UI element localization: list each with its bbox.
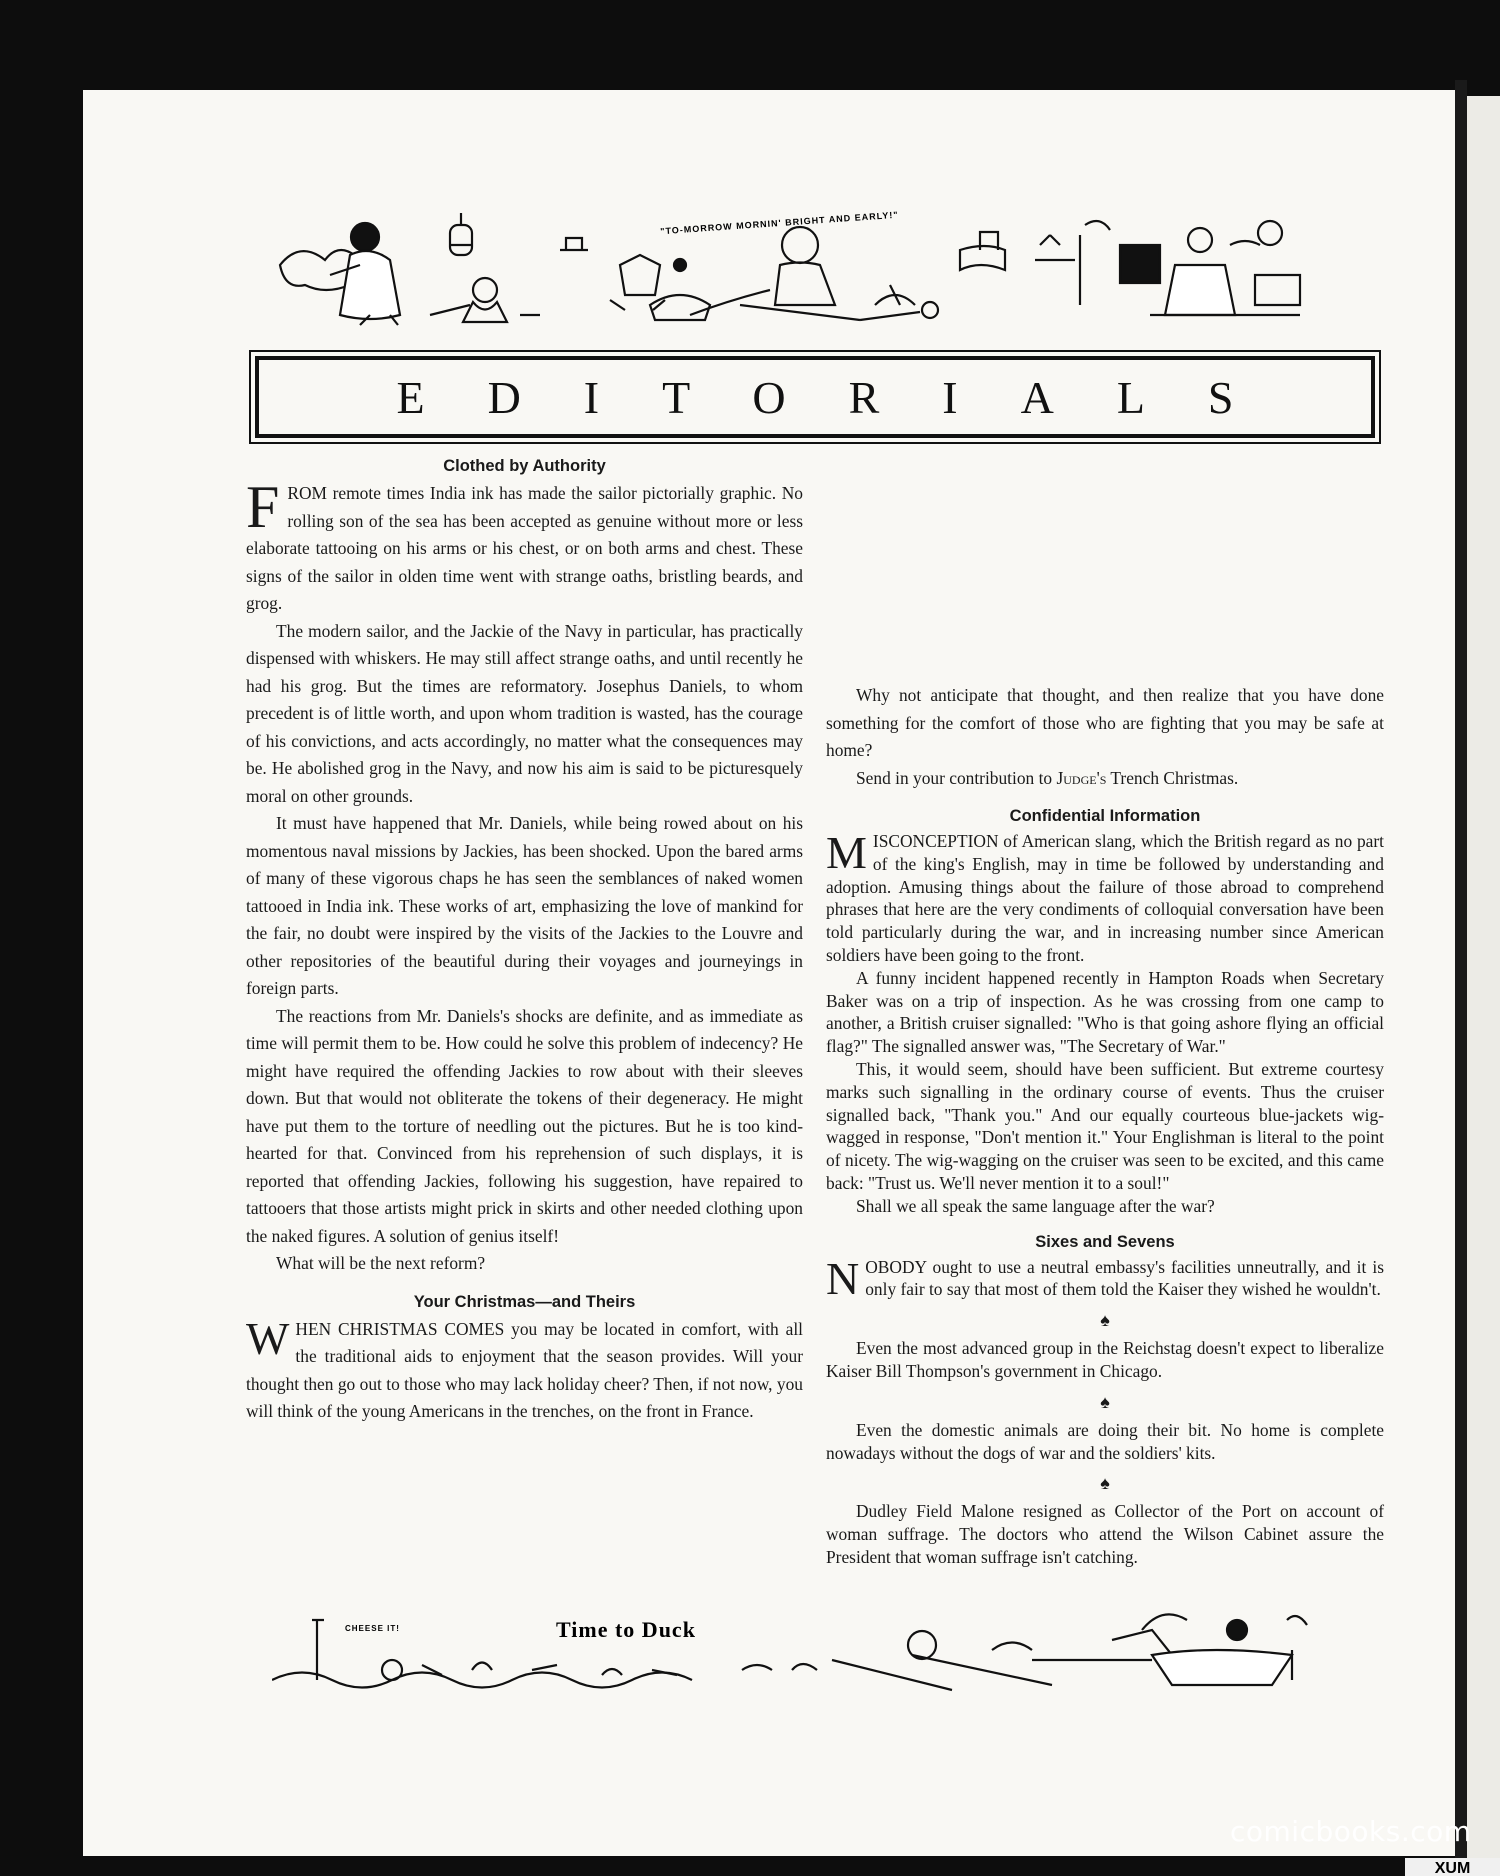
confidential-paragraph-2: A funny incident happened recently in Hampton Roads when Secretary Baker was on a trip of inspection. As he was crossing from one camp to another, a British cruiser signalled: "Who is that going ashore flying an official flag?" The signalled answer was, "The Secretary of War." bbox=[826, 967, 1384, 1057]
christmas-paragraph-3: Send in your contribution to Judge's Trench Christmas. bbox=[856, 767, 1239, 788]
heading-sixes-and-sevens: Sixes and Sevens bbox=[1035, 1232, 1175, 1251]
drop-cap: W bbox=[246, 1312, 290, 1364]
heading-confidential-information: Confidential Information bbox=[1009, 807, 1201, 825]
drop-cap: F bbox=[246, 474, 280, 540]
next-page-edge bbox=[1467, 96, 1500, 1876]
clothed-paragraph-5: What will be the next reform? bbox=[276, 1253, 486, 1273]
spade-ornament: ♠ bbox=[1100, 1310, 1110, 1331]
judge-name: Judge's bbox=[1056, 767, 1107, 788]
corner-tag: XUM bbox=[1405, 1858, 1500, 1876]
confidential-paragraph-1: MISCONCEPTION of American slang, which the British regard as no part of the king's English, may in time be followed by understanding and adoption. Amusing things about the failure of those abroad to comprehend phrases that here are the very condiments of colloquial conversation have been told particularly during the war, and in increasing number since American soldiers have been going to the front. bbox=[826, 827, 1384, 965]
sixes-paragraph-3: Even the domestic animals are doing their bit. No home is complete nowadays without the dogs of war and the soldiers' kits. bbox=[826, 1419, 1384, 1463]
editorials-banner bbox=[255, 356, 1375, 438]
heading-clothed-by-authority: Clothed by Authority bbox=[443, 457, 606, 475]
drop-cap: M bbox=[826, 827, 867, 878]
sixes-paragraph-1: NOBODY ought to use a neutral embassy's facilities unneutrally, and it is only fair to say that most of them told the Kaiser they wished he wouldn't. bbox=[826, 1252, 1384, 1304]
cheese-it-caption: CHEESE IT! bbox=[345, 1624, 400, 1633]
clothed-paragraph-3: It must have happened that Mr. Daniels, while being rowed about on his momentous naval missions by Jackies, has been shocked. Upon the bared arms of many of these vigorous chaps he has seen the semblances of naked women tattooed in India ink. These works of art, emphasizing the love of mankind for the fair, no doubt were inspired by the visits of the Jackies to the Louvre and other repositories of the beautiful during their voyages and journeyings in foreign parts. bbox=[246, 813, 803, 998]
christmas-paragraph-1: WHEN CHRISTMAS COMES you may be located in comfort, with all the traditional aids to enjoyment that the season provides. Will your thought then go out to those who may lack holiday cheer? Then, if not now, you will think of the young Americans in the trenches, on the front in France. bbox=[246, 1312, 803, 1421]
left-column bbox=[246, 452, 803, 1426]
christmas-paragraph-2: Why not anticipate that thought, and then realize that you have done something for the comfort of those who are fighting that you may be safe at home? bbox=[826, 685, 1384, 760]
confidential-paragraph-3: This, it would seem, should have been sufficient. But extreme courtesy marks such signalling in the ordinary course of events. Thus the cruiser signalled back, "Thank you." And our equally courteous blue-jackets wig-wagged in response, "Don't mention it." Your Englishman is literal to the point of nicety. The wig-wagging on the cruiser was seen to be excited, and this came back: "Trust us. We'll never mention it to a soul!" bbox=[826, 1058, 1384, 1193]
footer-illustration bbox=[272, 1600, 1322, 1695]
site-watermark: comicbooks.com bbox=[1230, 1815, 1472, 1848]
illustration-caption: "TO-MORROW MORNIN' BRIGHT AND EARLY!" bbox=[659, 209, 899, 237]
drop-cap: N bbox=[826, 1252, 860, 1304]
clothed-paragraph-4: The reactions from Mr. Daniels's shocks are definite, and as immediate as time will permit them to be. How could he solve this problem of indecency? He might have required the offending Jackies to row about with their sleeves down. But that would not obliterate the tokens of their degeneracy. He might have put them to the torture of needling out the pictures. But he is too kind-hearted for that. Convinced from his reprehension of such displays, it is reported that offending Jackies, following his suggestion, have repaired to tattooers that those artists might prick in skirts and other needed clothing upon the naked figures. A solution of genius itself! bbox=[246, 1005, 803, 1246]
heading-your-christmas: Your Christmas—and Theirs bbox=[413, 1292, 636, 1311]
page-spine bbox=[1455, 80, 1467, 1870]
illustration-title: Time to Duck bbox=[556, 1617, 696, 1642]
sixes-paragraph-2: Even the most advanced group in the Reichstag doesn't expect to liberalize Kaiser Bill Thompson's government in Chicago. bbox=[826, 1338, 1384, 1381]
spade-ornament: ♠ bbox=[1100, 1391, 1110, 1412]
spade-ornament: ♠ bbox=[1100, 1473, 1110, 1494]
right-column bbox=[826, 452, 1384, 1569]
page-title: EDITORIALS bbox=[396, 371, 1297, 423]
clothed-paragraph-2: The modern sailor, and the Jackie of the Navy in particular, has practically dispensed with whiskers. He may still affect strange oaths, and until recently he had his grog. But the times are reformatory. Josephus Daniels, to whom precedent is of little worth, and upon whom tradition is wasted, has the courage of his convictions, and acts accordingly, no matter what the consequences may be. He abolished grog in the Navy, and now his aim is said to be picturesquely moral on other grounds. bbox=[246, 620, 803, 806]
confidential-paragraph-4: Shall we all speak the same language after the war? bbox=[856, 1195, 1215, 1216]
clothed-paragraph-1: FROM remote times India ink has made the sailor pictorially graphic. No rolling son of the sea has been accepted as genuine without more or less elaborate tattooing on his arms or his chest, or on both arms and chest. These signs of the sailor in olden time went with strange oaths, bristling beards, and grog. bbox=[246, 474, 803, 613]
sixes-paragraph-4: Dudley Field Malone resigned as Collector of the Port on account of woman suffrage. The doctors who attend the Wilson Cabinet assure the President that woman suffrage isn't catching. bbox=[826, 1501, 1384, 1567]
